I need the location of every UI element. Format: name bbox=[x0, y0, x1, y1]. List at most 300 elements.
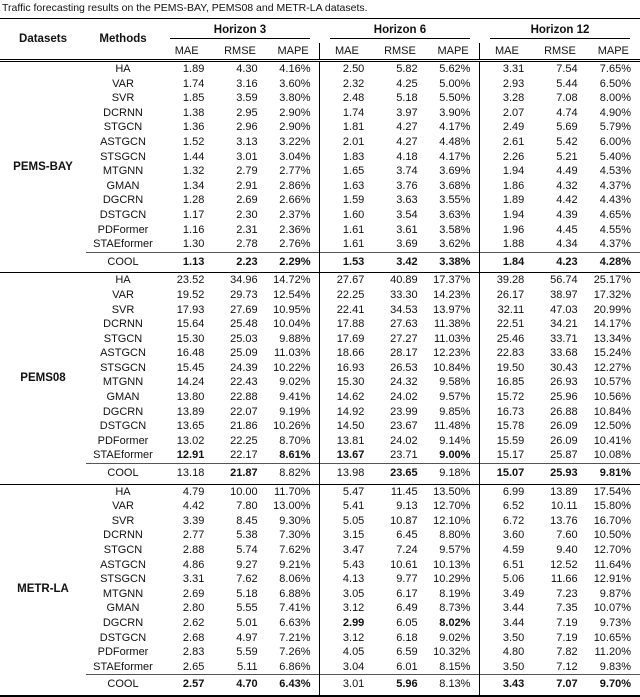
metric-value: 2.77 bbox=[182, 529, 205, 542]
method-name: VAR bbox=[112, 288, 134, 301]
metric-value: 1.89 bbox=[160, 61, 213, 77]
table-row bbox=[0, 448, 640, 463]
metric-value: 3.39 bbox=[182, 514, 205, 527]
metric-value: 15.45 bbox=[176, 361, 205, 374]
method-name: DCRNN bbox=[103, 106, 143, 119]
metric-value: 15.30 bbox=[320, 375, 373, 390]
metric-value: 9.41% bbox=[279, 391, 311, 404]
metric-value: 5.11 bbox=[237, 660, 258, 673]
metric-value: 2.57 bbox=[160, 675, 213, 696]
metric-value: 3.97 bbox=[396, 106, 418, 119]
method-name: DCRNN bbox=[103, 529, 143, 542]
metric-value: 29.73 bbox=[230, 288, 258, 301]
metric-value: 13.67 bbox=[320, 448, 373, 463]
metric-value: 6.00% bbox=[599, 135, 631, 148]
method-name: DGCRN bbox=[102, 405, 144, 418]
metric-value: 14.92 bbox=[320, 405, 373, 420]
metric-value: 3.44 bbox=[480, 616, 533, 631]
col-header-mae: MAE bbox=[320, 43, 373, 61]
metric-value: 6.52 bbox=[480, 499, 533, 514]
metric-value: 2.90% bbox=[279, 121, 311, 134]
metric-value: 9.27 bbox=[236, 558, 258, 571]
metric-value: 25.87 bbox=[550, 449, 578, 462]
table-row bbox=[0, 675, 640, 696]
table-row bbox=[0, 419, 640, 434]
metric-value: 4.97 bbox=[236, 631, 258, 644]
metric-value: 2.31 bbox=[236, 223, 258, 236]
section-metr-la bbox=[0, 484, 640, 696]
metric-value: 1.61 bbox=[320, 223, 373, 238]
metric-value: 13.80 bbox=[176, 391, 205, 404]
metric-value: 2.61 bbox=[480, 135, 533, 150]
metric-value: 4.37% bbox=[599, 238, 631, 251]
metric-value: 5.50% bbox=[439, 92, 471, 105]
metric-value: 21.87 bbox=[213, 464, 266, 485]
metric-value: 4.55% bbox=[599, 223, 631, 236]
metric-value: 4.28% bbox=[587, 252, 640, 273]
metric-value: 25.03 bbox=[230, 332, 258, 345]
metric-value: 23.67 bbox=[390, 420, 418, 433]
metric-value: 3.63 bbox=[396, 194, 418, 207]
metric-value: 1.60 bbox=[320, 208, 373, 223]
method-name: VAR bbox=[112, 500, 134, 513]
metric-value: 27.63 bbox=[390, 318, 418, 331]
metric-value: 2.01 bbox=[320, 135, 373, 150]
metric-value: 1.53 bbox=[320, 252, 373, 273]
method-name: STSGCN bbox=[100, 150, 146, 163]
metric-value: 27.27 bbox=[390, 332, 418, 345]
metric-value: 3.38% bbox=[427, 252, 480, 273]
table-row bbox=[0, 332, 640, 347]
metric-value: 3.60 bbox=[480, 528, 533, 543]
metric-value: 22.83 bbox=[480, 346, 533, 361]
metric-value: 4.90% bbox=[599, 106, 631, 119]
metric-value: 3.31 bbox=[182, 573, 205, 586]
metric-value: 5.41 bbox=[320, 499, 373, 514]
metric-value: 21.86 bbox=[230, 420, 258, 433]
method-name: DSTGCN bbox=[99, 631, 147, 644]
metric-value: 10.95% bbox=[273, 303, 311, 316]
metric-value: 3.80% bbox=[279, 92, 311, 105]
metric-value: 3.42 bbox=[373, 252, 426, 273]
metric-value: 8.00% bbox=[599, 92, 631, 105]
metric-value: 20.99% bbox=[593, 303, 631, 316]
metric-value: 34.96 bbox=[213, 273, 266, 288]
metric-value: 10.22% bbox=[273, 361, 311, 374]
col-header-mape: MAPE bbox=[587, 43, 640, 61]
metric-value: 10.08% bbox=[593, 449, 631, 462]
table-row bbox=[0, 645, 640, 660]
metric-value: 8.45 bbox=[236, 514, 258, 527]
metric-value: 14.62 bbox=[320, 390, 373, 405]
metric-value: 24.02 bbox=[390, 391, 418, 404]
metric-value: 34.21 bbox=[550, 318, 578, 331]
metric-value: 6.88% bbox=[279, 587, 311, 600]
metric-value: 13.76 bbox=[550, 514, 578, 527]
metric-value: 1.89 bbox=[480, 193, 533, 208]
metric-value: 10.57% bbox=[593, 376, 631, 389]
metric-value: 6.72 bbox=[480, 514, 533, 529]
metric-value: 1.44 bbox=[182, 150, 205, 163]
metric-value: 5.38 bbox=[236, 529, 258, 542]
table-row bbox=[0, 464, 640, 485]
table-row bbox=[0, 288, 640, 303]
table-row bbox=[0, 601, 640, 616]
metric-value: 8.73% bbox=[439, 602, 471, 615]
metric-value: 4.74 bbox=[556, 106, 578, 119]
metric-value: 2.96 bbox=[236, 121, 258, 134]
metric-value: 2.23 bbox=[213, 252, 266, 273]
metric-value: 23.71 bbox=[390, 449, 418, 462]
metric-value: 2.79 bbox=[236, 165, 258, 178]
metric-value: 3.43 bbox=[480, 675, 533, 696]
metric-value: 3.47 bbox=[320, 543, 373, 558]
metric-value: 28.17 bbox=[390, 347, 418, 360]
metric-value: 4.27 bbox=[396, 121, 418, 134]
method-name: STGCN bbox=[103, 332, 143, 345]
metric-value: 13.50% bbox=[427, 484, 480, 499]
method-name: COOL bbox=[86, 464, 160, 485]
metric-value: 6.17 bbox=[396, 587, 418, 600]
metric-value: 2.49 bbox=[480, 120, 533, 135]
method-name: GMAN bbox=[106, 179, 140, 192]
metric-value: 7.23 bbox=[556, 587, 578, 600]
metric-value: 4.37% bbox=[599, 179, 631, 192]
metric-value: 3.04% bbox=[279, 150, 311, 163]
method-name: VAR bbox=[112, 77, 134, 90]
metric-value: 1.94 bbox=[480, 208, 533, 223]
dataset-label: METR-LA bbox=[0, 484, 86, 696]
metric-value: 12.23% bbox=[433, 347, 471, 360]
metric-value: 15.80% bbox=[593, 500, 631, 513]
method-name: COOL bbox=[86, 675, 160, 696]
metric-value: 13.81 bbox=[320, 434, 373, 449]
table-row bbox=[0, 616, 640, 631]
metric-value: 8.70% bbox=[279, 434, 311, 447]
metric-value: 10.13% bbox=[433, 558, 471, 571]
metric-value: 7.82 bbox=[556, 646, 578, 659]
metric-value: 8.13% bbox=[427, 675, 480, 696]
metric-value: 6.63% bbox=[279, 616, 311, 629]
metric-value: 25.96 bbox=[550, 391, 578, 404]
metric-value: 34.53 bbox=[390, 303, 418, 316]
method-name: PDFormer bbox=[97, 434, 149, 447]
metric-value: 4.80 bbox=[480, 645, 533, 660]
dataset-label: PEMS08 bbox=[0, 273, 86, 484]
metric-value: 7.19 bbox=[556, 631, 578, 644]
method-name: DSTGCN bbox=[99, 420, 147, 433]
table-header bbox=[0, 19, 640, 61]
method-name: STAEformer bbox=[93, 238, 153, 251]
metric-value: 4.53% bbox=[599, 165, 631, 178]
metric-value: 4.16% bbox=[267, 61, 320, 77]
metric-value: 3.13 bbox=[236, 135, 258, 148]
metric-value: 2.50 bbox=[320, 61, 373, 77]
metric-value: 10.65% bbox=[593, 631, 631, 644]
metric-value: 7.41% bbox=[279, 602, 311, 615]
metric-value: 15.59 bbox=[480, 434, 533, 449]
metric-value: 3.01 bbox=[320, 675, 373, 696]
metric-value: 3.90% bbox=[439, 106, 471, 119]
metric-value: 4.42 bbox=[182, 500, 205, 513]
metric-value: 9.85% bbox=[439, 405, 471, 418]
metric-value: 2.66% bbox=[279, 194, 311, 207]
metric-value: 3.60% bbox=[279, 77, 311, 90]
metric-value: 5.00% bbox=[439, 77, 471, 90]
metric-value: 26.09 bbox=[550, 420, 578, 433]
metric-value: 9.83% bbox=[599, 660, 631, 673]
metric-value: 10.61 bbox=[390, 558, 418, 571]
metric-value: 22.25 bbox=[320, 288, 373, 303]
metric-value: 1.34 bbox=[182, 179, 205, 192]
metric-value: 10.11 bbox=[550, 500, 578, 513]
section-pems08 bbox=[0, 273, 640, 484]
section-pems-bay bbox=[0, 61, 640, 273]
metric-value: 9.87% bbox=[599, 587, 631, 600]
metric-value: 5.40% bbox=[599, 150, 631, 163]
results-table bbox=[0, 18, 640, 697]
metric-value: 4.25 bbox=[396, 77, 418, 90]
metric-value: 23.99 bbox=[390, 405, 418, 418]
metric-value: 33.71 bbox=[550, 332, 578, 345]
metric-value: 7.19 bbox=[556, 616, 578, 629]
metric-value: 2.88 bbox=[182, 544, 205, 556]
metric-value: 2.76% bbox=[279, 238, 311, 251]
metric-value: 1.94 bbox=[480, 164, 533, 179]
method-name: PDFormer bbox=[97, 223, 149, 236]
metric-value: 15.72 bbox=[480, 390, 533, 405]
metric-value: 11.70% bbox=[267, 484, 320, 499]
metric-value: 15.17 bbox=[480, 448, 533, 463]
metric-value: 5.59 bbox=[236, 646, 258, 659]
metric-value: 15.78 bbox=[480, 419, 533, 434]
col-header-mape: MAPE bbox=[267, 43, 320, 61]
metric-value: 2.48 bbox=[320, 91, 373, 106]
metric-value: 8.02% bbox=[439, 616, 471, 629]
metric-value: 2.65 bbox=[182, 660, 205, 673]
table-row bbox=[0, 61, 640, 77]
metric-value: 6.59 bbox=[396, 646, 418, 659]
method-name: MTGNN bbox=[102, 376, 144, 389]
table-row bbox=[0, 252, 640, 273]
metric-value: 9.40 bbox=[556, 544, 578, 556]
metric-value: 22.51 bbox=[480, 317, 533, 332]
metric-value: 5.62% bbox=[427, 61, 480, 77]
metric-value: 7.24 bbox=[396, 544, 418, 556]
metric-value: 40.89 bbox=[373, 273, 426, 288]
method-name: ASTGCN bbox=[100, 558, 146, 571]
metric-value: 1.13 bbox=[160, 252, 213, 273]
metric-value: 22.43 bbox=[230, 376, 258, 389]
metric-value: 2.95 bbox=[236, 106, 258, 119]
method-name: HA bbox=[86, 484, 160, 499]
table-row bbox=[0, 91, 640, 106]
metric-value: 3.05 bbox=[320, 587, 373, 602]
table-row bbox=[0, 361, 640, 376]
metric-value: 7.12 bbox=[556, 660, 578, 673]
metric-value: 2.32 bbox=[320, 77, 373, 92]
metric-value: 5.47 bbox=[320, 484, 373, 499]
table-row bbox=[0, 77, 640, 92]
metric-value: 16.85 bbox=[480, 375, 533, 390]
metric-value: 24.02 bbox=[390, 434, 418, 447]
metric-value: 12.70% bbox=[593, 544, 631, 556]
metric-value: 13.89 bbox=[176, 405, 205, 418]
metric-value: 27.67 bbox=[320, 273, 373, 288]
metric-value: 1.74 bbox=[182, 77, 205, 90]
metric-value: 10.32% bbox=[433, 646, 471, 659]
metric-value: 7.62% bbox=[279, 544, 311, 556]
metric-value: 9.00% bbox=[439, 449, 471, 462]
metric-value: 9.73% bbox=[599, 616, 631, 629]
method-name: STGCN bbox=[103, 121, 143, 134]
metric-value: 6.51 bbox=[480, 558, 533, 573]
col-header-horizon-12: Horizon 12 bbox=[480, 19, 640, 44]
metric-value: 4.30 bbox=[213, 61, 266, 77]
metric-value: 10.00 bbox=[213, 484, 266, 499]
table-row bbox=[0, 514, 640, 529]
metric-value: 2.83 bbox=[182, 646, 205, 659]
metric-value: 17.37% bbox=[427, 273, 480, 288]
metric-value: 15.24% bbox=[593, 347, 631, 360]
metric-value: 7.26% bbox=[279, 646, 311, 659]
metric-value: 12.10% bbox=[433, 514, 471, 527]
metric-value: 11.64% bbox=[594, 558, 631, 571]
metric-value: 5.18 bbox=[396, 92, 418, 105]
metric-value: 2.62 bbox=[182, 616, 205, 629]
method-name: HA bbox=[86, 273, 160, 288]
metric-value: 4.65% bbox=[599, 208, 631, 221]
table-row bbox=[0, 273, 640, 288]
metric-value: 6.01 bbox=[396, 660, 418, 673]
metric-value: 5.74 bbox=[236, 544, 258, 556]
metric-value: 13.18 bbox=[160, 464, 213, 485]
table-row bbox=[0, 135, 640, 150]
metric-value: 15.64 bbox=[176, 318, 205, 331]
metric-value: 10.56% bbox=[593, 391, 631, 404]
table-row bbox=[0, 120, 640, 135]
metric-value: 13.00% bbox=[273, 500, 311, 513]
metric-value: 9.02% bbox=[439, 631, 471, 644]
table-row bbox=[0, 660, 640, 675]
metric-value: 10.41% bbox=[593, 434, 631, 447]
metric-value: 6.05 bbox=[396, 616, 418, 629]
metric-value: 1.36 bbox=[182, 121, 205, 134]
metric-value: 1.88 bbox=[480, 237, 533, 252]
metric-value: 7.60 bbox=[556, 529, 578, 542]
metric-value: 2.86% bbox=[279, 179, 311, 192]
metric-value: 10.50% bbox=[593, 529, 631, 542]
metric-value: 30.43 bbox=[550, 361, 578, 374]
metric-value: 11.03% bbox=[433, 332, 471, 345]
metric-value: 9.70% bbox=[587, 675, 640, 696]
table-row bbox=[0, 572, 640, 587]
metric-value: 4.13 bbox=[320, 572, 373, 587]
metric-value: 8.15% bbox=[439, 660, 471, 673]
metric-value: 9.57% bbox=[439, 391, 471, 404]
method-name: DGCRN bbox=[102, 194, 144, 207]
metric-value: 7.30% bbox=[279, 529, 311, 542]
metric-value: 1.32 bbox=[182, 165, 205, 178]
col-header-datasets: Datasets bbox=[0, 19, 86, 61]
metric-value: 13.34% bbox=[593, 332, 631, 345]
metric-value: 3.31 bbox=[480, 61, 533, 77]
metric-value: 26.17 bbox=[480, 288, 533, 303]
metric-value: 1.81 bbox=[320, 120, 373, 135]
metric-value: 15.07 bbox=[480, 464, 533, 485]
table-row bbox=[0, 317, 640, 332]
metric-value: 8.82% bbox=[267, 464, 320, 485]
method-name: SVR bbox=[111, 92, 135, 105]
metric-value: 10.26% bbox=[273, 420, 311, 433]
metric-value: 4.27 bbox=[396, 135, 418, 148]
metric-value: 47.03 bbox=[550, 303, 578, 316]
method-name: DCRNN bbox=[103, 318, 143, 331]
metric-value: 3.62% bbox=[439, 238, 471, 251]
metric-value: 2.78 bbox=[236, 238, 258, 251]
metric-value: 5.01 bbox=[236, 616, 258, 629]
method-name: STSGCN bbox=[100, 573, 146, 586]
metric-value: 14.23% bbox=[433, 288, 471, 301]
table-row bbox=[0, 303, 640, 318]
metric-value: 4.05 bbox=[320, 645, 373, 660]
metric-value: 1.65 bbox=[320, 164, 373, 179]
metric-value: 14.72% bbox=[267, 273, 320, 288]
metric-value: 4.45 bbox=[556, 223, 578, 236]
metric-value: 33.68 bbox=[550, 347, 578, 360]
metric-value: 6.50% bbox=[599, 77, 631, 90]
metric-value: 3.04 bbox=[320, 660, 373, 675]
metric-value: 22.17 bbox=[230, 449, 258, 462]
metric-value: 11.45 bbox=[373, 484, 426, 499]
table-row bbox=[0, 208, 640, 223]
metric-value: 9.13 bbox=[396, 500, 418, 513]
metric-value: 2.36% bbox=[279, 223, 311, 236]
dataset-label: PEMS-BAY bbox=[0, 61, 86, 273]
metric-value: 9.77 bbox=[396, 573, 418, 586]
metric-value: 11.48% bbox=[433, 420, 471, 433]
metric-value: 3.68% bbox=[439, 179, 471, 192]
metric-value: 5.21 bbox=[556, 150, 578, 163]
metric-value: 1.85 bbox=[182, 92, 205, 105]
col-header-mae: MAE bbox=[160, 43, 213, 61]
metric-value: 2.99 bbox=[320, 616, 373, 631]
table-row bbox=[0, 631, 640, 646]
metric-value: 56.74 bbox=[533, 273, 586, 288]
table-row bbox=[0, 528, 640, 543]
metric-value: 3.44 bbox=[480, 601, 533, 616]
metric-value: 4.34 bbox=[556, 238, 578, 251]
metric-value: 5.44 bbox=[556, 77, 578, 90]
table-row bbox=[0, 223, 640, 238]
metric-value: 1.59 bbox=[320, 193, 373, 208]
metric-value: 12.52 bbox=[550, 558, 578, 571]
metric-value: 2.37% bbox=[279, 208, 311, 221]
metric-value: 4.18 bbox=[396, 150, 418, 163]
col-header-horizon-3: Horizon 3 bbox=[160, 19, 320, 44]
metric-value: 25.09 bbox=[230, 347, 258, 360]
metric-value: 12.70% bbox=[433, 500, 471, 513]
method-name: GMAN bbox=[106, 391, 140, 404]
metric-value: 4.32 bbox=[556, 179, 578, 192]
metric-value: 17.32% bbox=[593, 288, 631, 301]
metric-value: 7.65% bbox=[587, 61, 640, 77]
metric-value: 3.12 bbox=[320, 601, 373, 616]
table-row bbox=[0, 179, 640, 194]
metric-value: 12.91% bbox=[593, 573, 631, 586]
metric-value: 11.38% bbox=[433, 318, 471, 331]
metric-value: 9.02% bbox=[279, 376, 311, 389]
